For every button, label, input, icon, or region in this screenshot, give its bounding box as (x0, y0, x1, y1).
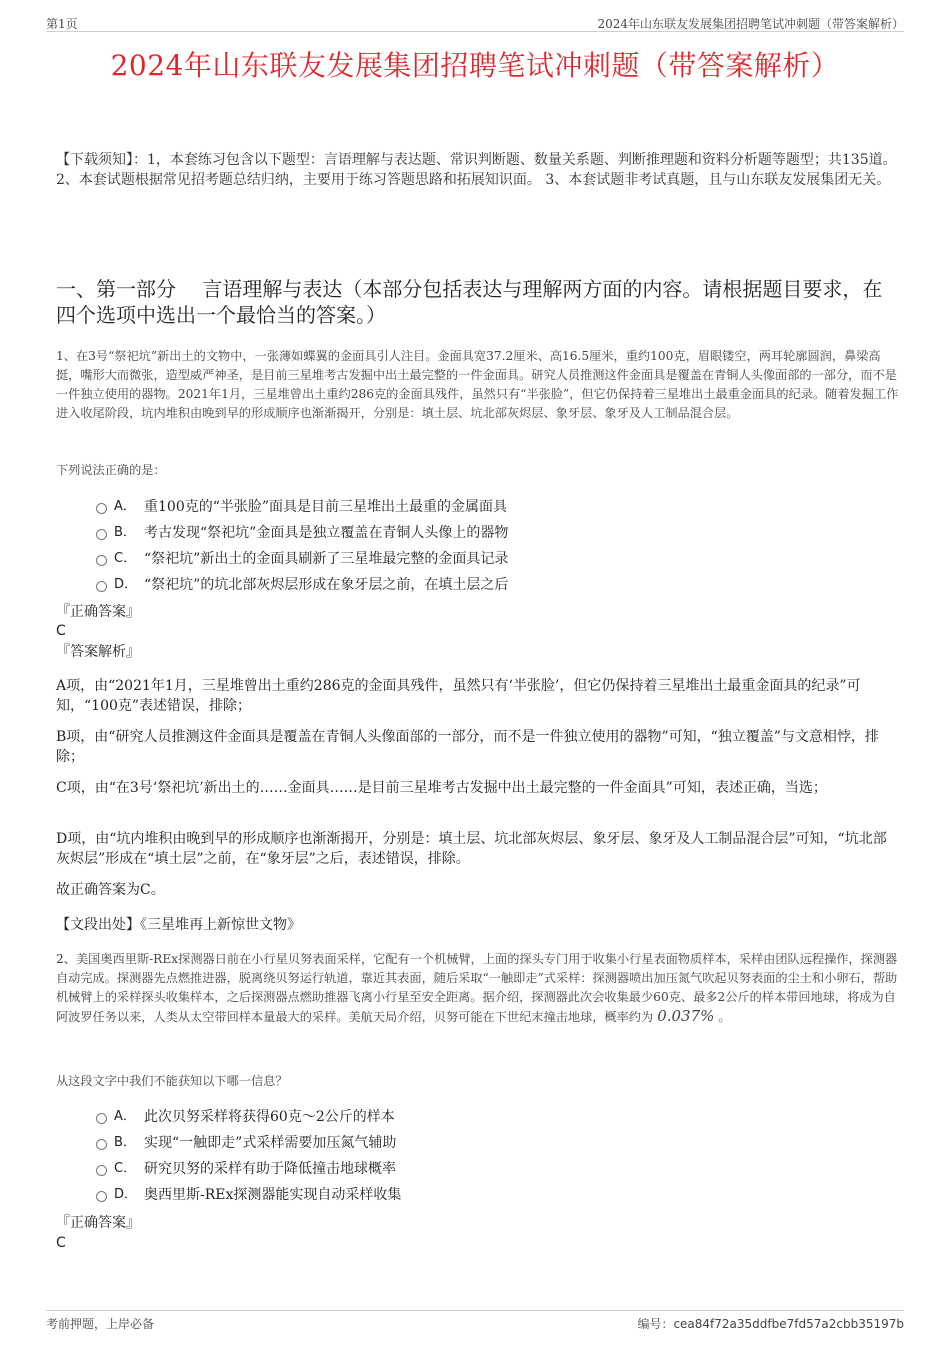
q2-answer: C (56, 1235, 66, 1251)
page-footer (46, 1310, 904, 1332)
question-1-prompt: 下列说法正确的是： (56, 463, 166, 477)
document-code: 编号：cea84f72a35ddfbe7fd57a2cbb35197b (637, 1317, 904, 1331)
q1-analysis-a: A项，由“2021年1月，三星堆曾出土重约286克的金面具残件，虽然只有‘半张脸’，但它仍保持着三星堆出土最重金面具的纪录”可知，“100克”表述错误，排除； (56, 678, 861, 714)
question-1-options (96, 494, 856, 598)
q2-option-c[interactable]: C． 研究贝努的采样有助于降低撞击地球概率 (96, 1156, 856, 1182)
q1-source: 【文段出处】《三星堆再上新惊世文物》 (56, 917, 301, 933)
question-2-options (96, 1104, 856, 1208)
q1-conclusion: 故正确答案为C。 (56, 882, 165, 898)
q1-analysis-b: B项，由“研究人员推测这件金面具是覆盖在青铜人头像面部的一部分，而不是一件独立使用的器物”可知，“独立覆盖”与文意相悖，排除； (56, 729, 879, 765)
q2-option-d[interactable]: D． 奥西里斯-REx探测器能实现自动采样收集 (96, 1182, 856, 1208)
q1-analysis-c: C项，由“在3号‘祭祀坑’新出土的……金面具……是目前三星堆考古发掘中出土最完整的一件金面具”可知，表述正确，当选； (56, 780, 827, 796)
question-1-text: 1、在3号“祭祀坑”新出土的文物中，一张薄如蝶翼的金面具引人注目。金面具宽37.2厘米、高16.5厘米，重约100克，眉眼镂空，两耳轮廓圆润，鼻梁高挺，嘴形大而微张，造型威严神圣，是目前三星堆考古发掘中出土最完整的一件金面具。研究人员推测这件金面具是覆盖在青铜人头像面部的一部分，而不是一件独立使用的器物。2021年1月，三星堆曾出土重约286克的金面具残件，虽然只有“半张脸”，但它仍保持着三星堆出土最重金面具的纪录。随着发掘工作进入收尾阶段，坑内堆积由晚到早的形成顺序也渐渐揭开，分别是：填土层、坑北部灰烬层、象牙层、象牙及人工制品混合层。 (56, 349, 899, 420)
q1-analysis-label: 『答案解析』 (56, 644, 140, 660)
q1-answer-label: 『正确答案』 (56, 604, 140, 620)
question-2-prompt: 从这段文字中我们不能获知以下哪一信息？ (56, 1074, 288, 1088)
probability-value: 0.037% (657, 1007, 715, 1025)
footer-slogan: 考前押题，上岸必备 (46, 1317, 155, 1331)
page-header (46, 14, 904, 32)
radio-icon[interactable] (96, 1191, 107, 1202)
q1-option-a[interactable]: A． 重100克的“半张脸”面具是目前三星堆出土最重的金属面具 (96, 494, 856, 520)
q1-option-c[interactable]: C． “祭祀坑”新出土的金面具刷新了三星堆最完整的金面具记录 (96, 546, 856, 572)
q1-answer: C (56, 623, 66, 639)
header-doc-title: 2024年山东联友发展集团招聘笔试冲刺题（带答案解析） (597, 17, 904, 31)
radio-icon[interactable] (96, 555, 107, 566)
radio-icon[interactable] (96, 529, 107, 540)
q2-option-a[interactable]: A． 此次贝努采样将获得60克～2公斤的样本 (96, 1104, 856, 1130)
radio-icon[interactable] (96, 1113, 107, 1124)
q1-option-b[interactable]: B． 考古发现“祭祀坑”金面具是独立覆盖在青铜人头像上的器物 (96, 520, 856, 546)
document-title: 2024年山东联友发展集团招聘笔试冲刺题（带答案解析） (110, 49, 840, 82)
q2-answer-label: 『正确答案』 (56, 1215, 140, 1231)
radio-icon[interactable] (96, 1165, 107, 1176)
radio-icon[interactable] (96, 1139, 107, 1150)
download-notice: 【下载须知】：1，本套练习包含以下题型：言语理解与表达题、常识判断题、数量关系题、判断推理题和资料分析题等题型；共135道。 2、本套试题根据常见招考题总结归纳，主要用于练习答题思路和拓展知识面。 3、本套试题非考试真题，且与山东联友发展集团无关。 (56, 152, 897, 188)
radio-icon[interactable] (96, 503, 107, 514)
page-number: 第1页 (46, 17, 78, 31)
question-2-text: 2、美国奥西里斯-REx探测器日前在小行星贝努表面采样，它配有一个机械臂，上面的探头专门用于收集小行星表面物质样本，采样由团队远程操作，探测器自动完成。探测器先点燃推进器，脱离绕贝努运行轨道，靠近其表面，随后采取“一触即走”式采样：探测器喷出加压氮气吹起贝努表面的尘土和小卵石，帮助机械臂上的采样探头收集样本，之后探测器点燃助推器飞离小行星至安全距离。据介绍，探测器此次会收集最少60克、最多2公斤的样本带回地球，将成为自阿波罗任务以来，人类从太空带回样本量最大的采样。美航天局介绍，贝努可能在下世纪末撞击地球，概率约为 0.037% 。 (56, 952, 898, 1025)
radio-icon[interactable] (96, 581, 107, 592)
section-heading: 一、第一部分 言语理解与表达（本部分包括表达与理解两方面的内容。请根据题目要求，在四个选项中选出一个最恰当的答案。） (56, 277, 883, 327)
q2-option-b[interactable]: B． 实现“一触即走”式采样需要加压氮气辅助 (96, 1130, 856, 1156)
q1-option-d[interactable]: D． “祭祀坑”的坑北部灰烬层形成在象牙层之前，在填土层之后 (96, 572, 856, 598)
q1-analysis-d: D项，由“坑内堆积由晚到早的形成顺序也渐渐揭开，分别是：填土层、坑北部灰烬层、象牙层、象牙及人工制品混合层”可知，“坑北部灰烬层”形成在“填土层”之前，在“象牙层”之后，表述错误，排除。 (56, 831, 887, 867)
